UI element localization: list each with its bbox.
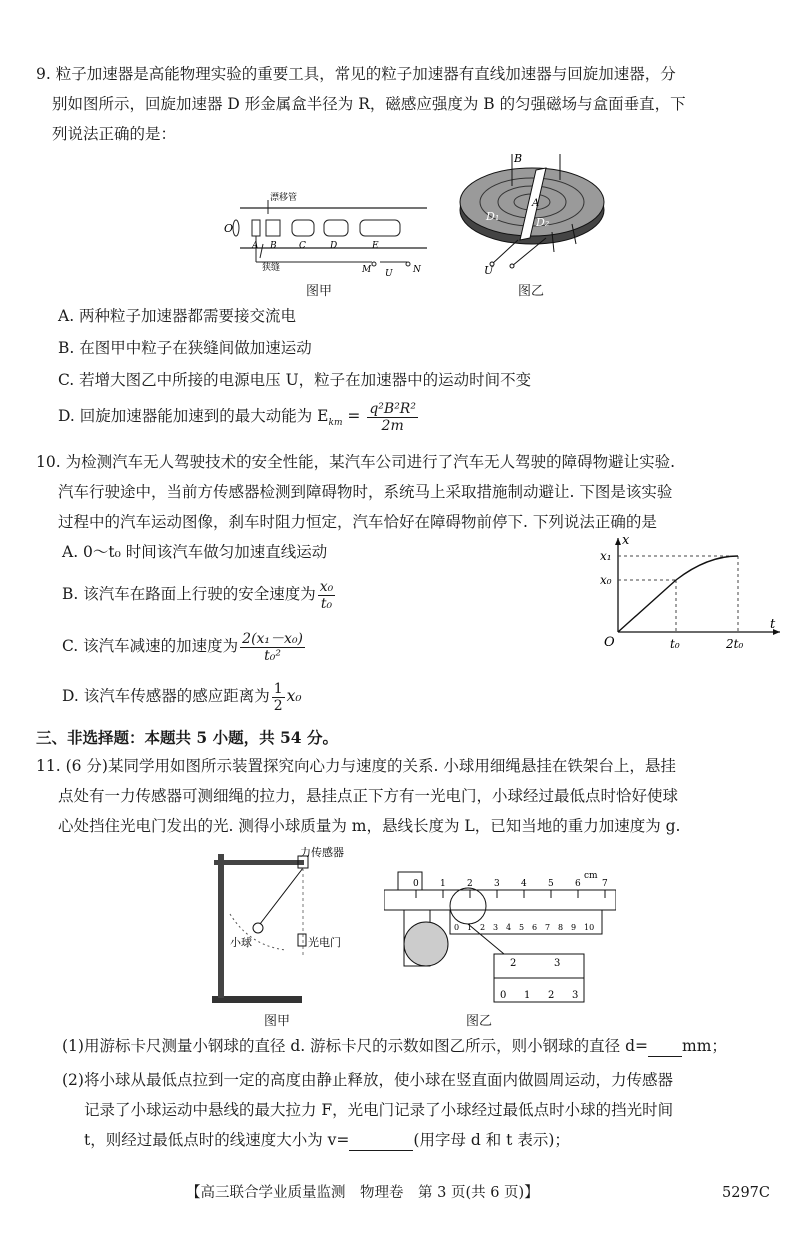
q9-option-d-den: 2m — [381, 417, 404, 434]
q11-line2: 点处有一力传感器可测细绳的拉力，悬挂点正下方有一光电门，小球经过最低点时恰好使球 — [58, 787, 679, 805]
section-3-heading: 三、非选择题：本题共 5 小题，共 54 分。 — [36, 728, 338, 747]
q11-line3: 心处挡住光电门发出的光. 测得小球质量为 m，悬线长度为 L，已知当地的重力加速度为 g. — [58, 817, 681, 835]
main-label-5: 5 — [548, 879, 554, 889]
vernier-label-3: 3 — [493, 923, 499, 932]
label-C: C — [299, 241, 306, 251]
zoom-vernier-2: 2 — [548, 990, 555, 1001]
main-label-3: 3 — [494, 879, 500, 889]
label-M: M — [362, 265, 372, 275]
q10-option-c-text: C. 该汽车减速的加速度为 — [62, 637, 239, 655]
cyclotron-figure — [452, 152, 612, 276]
label-A: A — [252, 241, 259, 251]
label-B: B — [514, 152, 523, 165]
q11-part2-line1: (2)将小球从最低点拉到一定的高度由静止释放，使小球在竖直面内做圆周运动，力传感器 — [62, 1071, 673, 1089]
x0-label: x₀ — [600, 573, 612, 587]
footer-title: 【高三联合学业质量监测 物理卷 第 3 页(共 6 页)】 — [186, 1185, 539, 1201]
vernier-label-9: 9 — [571, 923, 577, 932]
vernier-label-5: 5 — [519, 923, 525, 932]
vernier-label-1: 1 — [467, 923, 473, 932]
label-B: B — [270, 241, 277, 251]
zoom-vernier-3: 3 — [572, 990, 579, 1001]
q9-option-a: A. 两种粒子加速器都需要接交流电 — [58, 307, 297, 325]
q9-option-d-eq: = — [342, 407, 366, 425]
zoom-main-3: 3 — [554, 958, 561, 969]
label-gap: 狭缝 — [262, 263, 281, 273]
sensor-label: 力传感器 — [300, 846, 344, 859]
q11-part2-line2: 记录了小球运动中悬线的最大拉力 F，光电门记录了小球经过最低点时小球的挡光时间 — [84, 1101, 674, 1119]
axis-y-label: x — [622, 533, 630, 548]
gate-label: 光电门 — [308, 936, 341, 949]
q11-part2-blank[interactable] — [349, 1130, 413, 1151]
label-A: A — [532, 198, 540, 209]
q11-part1 — [62, 1036, 727, 1057]
q9-line3: 列说法正确的是： — [52, 125, 177, 143]
label-N: N — [413, 265, 421, 275]
q9-line2: 别如图所示，回旋加速器 D 形金属盒半径为 R，磁感应强度为 B 的匀强磁场与盒面垂直，下 — [52, 95, 686, 113]
vernier-label-7: 7 — [545, 923, 551, 932]
main-label-0: 0 — [413, 879, 419, 889]
main-label-4: 4 — [521, 879, 527, 889]
vernier-label-0: 0 — [454, 923, 460, 932]
vernier-caliper-figure — [384, 864, 616, 1008]
q9-option-d-num: q²B²R² — [369, 400, 416, 417]
q9-line1: 9. 粒子加速器是高能物理实验的重要工具，常见的粒子加速器有直线加速器与回旋加速器，分 — [36, 65, 676, 83]
t2-label: 2t₀ — [726, 637, 744, 651]
linear-accelerator-figure — [222, 186, 432, 278]
q10-option-c-fraction — [240, 631, 305, 664]
vernier-label-6: 6 — [532, 923, 538, 932]
q9-option-b: B. 在图甲中粒子在狭缝间做加速运动 — [58, 339, 312, 357]
unit-label: cm — [584, 871, 598, 881]
q11-part2-text: t，则经过最低点时的线速度大小为 v= — [84, 1131, 350, 1149]
footer-code: 5297C — [722, 1185, 770, 1201]
main-label-6: 6 — [575, 879, 581, 889]
ball-label: 小球 — [230, 936, 252, 949]
vernier-label-4: 4 — [506, 923, 512, 932]
label-tube: 漂移管 — [270, 193, 298, 203]
xt-curve — [618, 556, 738, 632]
q9-option-d-sub: km — [328, 418, 343, 429]
q9-option-d-text: D. 回旋加速器能加速到的最大动能为 E — [58, 407, 329, 425]
q10-line3: 过程中的汽车运动图像，刹车时阻力恒定，汽车恰好在障碍物前停下. 下列说法正确的是 — [58, 513, 657, 531]
q10-option-b-num: x₀ — [319, 578, 334, 595]
q11-part2-hint: (用字母 d 和 t 表示)； — [413, 1131, 570, 1149]
q10-line2: 汽车行驶途中，当前方传感器检测到障碍物时，系统马上采取措施制动避让. 下图是该实验 — [58, 483, 673, 501]
q10-option-d-text: D. 该汽车传感器的感应距离为 — [62, 687, 270, 705]
q10-option-b-den: t₀ — [320, 595, 333, 612]
label-D1: D₁ — [486, 210, 500, 223]
q10-option-a: A. 0～t₀ 时间该汽车做匀加速直线运动 — [62, 543, 328, 561]
q9-fig-b-caption: 图乙 — [518, 284, 545, 299]
main-scale-labels — [413, 871, 608, 889]
q11-part2-line3 — [84, 1130, 570, 1151]
axis-x-label: t — [770, 617, 776, 632]
vernier-label-10: 10 — [584, 923, 595, 932]
xt-graph — [592, 532, 788, 660]
label-U: U — [385, 269, 393, 278]
origin-label: O — [604, 635, 615, 650]
vernier-label-2: 2 — [480, 923, 486, 932]
q10-option-b-fraction — [318, 579, 336, 612]
q10-option-c-den: t₀² — [264, 647, 282, 664]
q10-option-c-num: 2(x₁－x₀) — [242, 630, 304, 647]
q10-option-d-num: 1 — [273, 680, 283, 697]
q9-fig-a-caption: 图甲 — [306, 284, 333, 299]
q11-part1-unit: mm； — [682, 1037, 727, 1055]
q9-option-d-fraction — [367, 401, 418, 434]
q10-option-d — [62, 676, 302, 716]
q9-option-c: C. 若增大图乙中所接的电源电压 U，粒子在加速器中的运动时间不变 — [58, 371, 532, 389]
label-O: O — [224, 222, 234, 235]
q10-option-d-x0: x₀ — [286, 687, 302, 705]
q11-fig-a-caption: 图甲 — [264, 1014, 291, 1029]
main-label-7: 7 — [602, 879, 608, 889]
t0-label: t₀ — [670, 637, 680, 651]
q10-option-c — [62, 626, 307, 666]
zoom-vernier-1: 1 — [524, 990, 531, 1001]
label-D: D — [330, 241, 338, 251]
q10-line1: 10. 为检测汽车无人驾驶技术的安全性能，某汽车公司进行了汽车无人驾驶的障碍物避让实验. — [36, 453, 676, 471]
q10-option-d-den: 2 — [273, 697, 283, 714]
label-U: U — [484, 264, 494, 276]
iron-stand-figure — [200, 846, 350, 1006]
q11-fig-b-caption: 图乙 — [466, 1014, 493, 1029]
q9-option-d — [58, 396, 420, 436]
q10-option-b-text: B. 该汽车在路面上行驶的安全速度为 — [62, 585, 316, 603]
main-label-1: 1 — [440, 879, 446, 889]
zoom-vernier-0: 0 — [500, 990, 507, 1001]
label-E: E — [372, 241, 379, 251]
main-label-2: 2 — [467, 879, 473, 889]
q11-part1-text: (1)用游标卡尺测量小钢球的直径 d. 游标卡尺的示数如图乙所示，则小钢球的直径 d= — [62, 1037, 648, 1055]
q11-part1-blank[interactable] — [648, 1036, 682, 1057]
q10-option-d-fraction — [272, 681, 285, 714]
vernier-label-8: 8 — [558, 923, 564, 932]
x1-label: x₁ — [600, 549, 612, 563]
q10-option-b — [62, 574, 337, 614]
label-D2: D₂ — [536, 216, 550, 229]
q11-line1: 11. (6 分)某同学用如图所示装置探究向心力与速度的关系. 小球用细绳悬挂在铁架台上，悬挂 — [36, 757, 676, 775]
zoom-main-2: 2 — [510, 958, 517, 969]
